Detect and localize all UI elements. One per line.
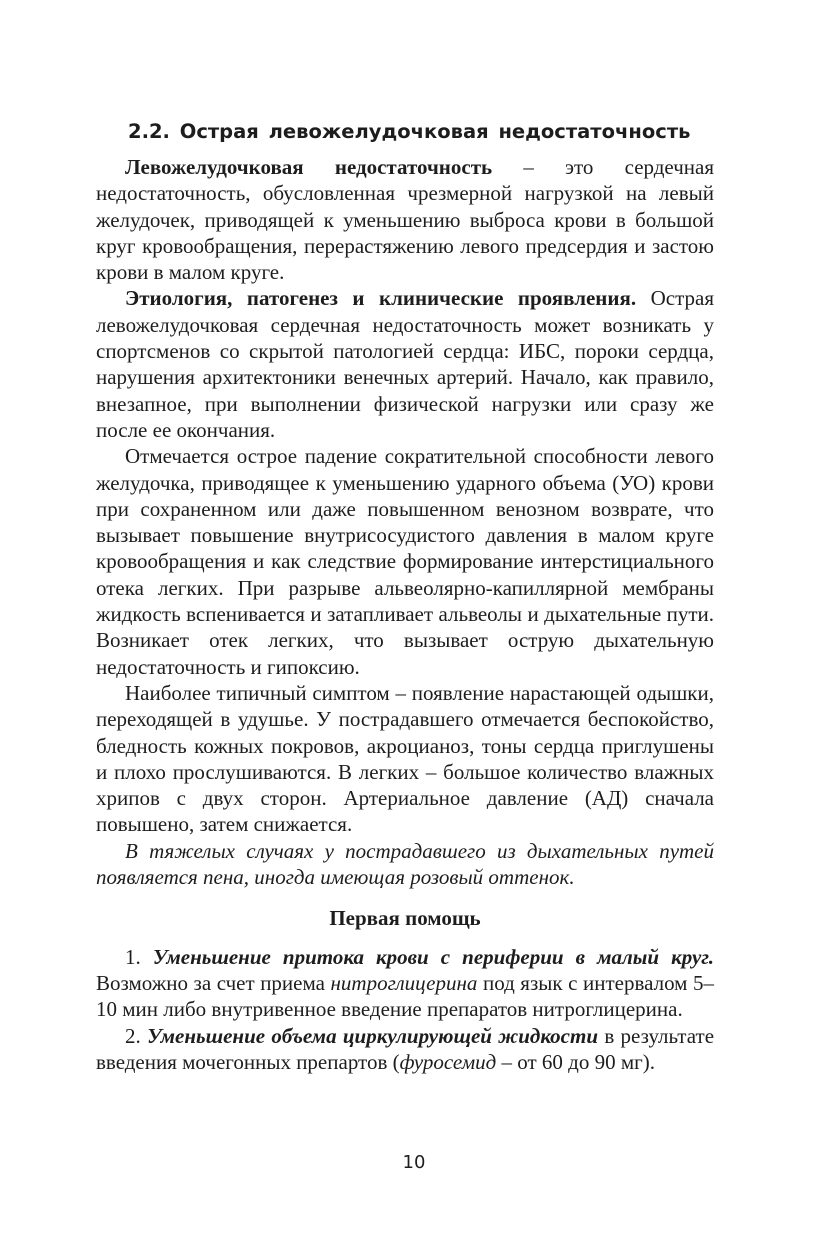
item-text: – от 60 до 90 мг). bbox=[496, 1049, 655, 1074]
subtopic-bold: Этиология, патогенез и клинические проявления. bbox=[125, 286, 637, 311]
body-text bbox=[96, 154, 714, 1075]
page-number: 10 bbox=[402, 1152, 426, 1173]
section-title: 2.2. Острая левожелудочковая недостаточность bbox=[128, 120, 691, 143]
paragraph-symptoms: Наиболее типичный симптом – появление нарастающей одышки, переходящей в удушье. У пострадавшего отмечается беспокойство, бледность кожных покровов, акроцианоз, тоны сердца приглушены и плохо прослушиваются. В легких – большое количество влажных хрипов с двух сторон. Артериальное давление (АД) сначала повышено, затем снижается. bbox=[96, 680, 714, 837]
first-aid-item-2 bbox=[96, 1023, 714, 1076]
paragraph-severe-cases: В тяжелых случаях у пострадавшего из дыхательных путей появляется пена, иногда имеющая розовый оттенок. bbox=[96, 838, 714, 890]
first-aid-heading: Первая помощь bbox=[329, 906, 481, 931]
paragraph-etiology bbox=[96, 285, 714, 443]
term-bold: Левожелудочковая недостаточность bbox=[125, 155, 493, 179]
item-number: 1. bbox=[125, 944, 153, 969]
paragraph-definition bbox=[96, 154, 714, 285]
paragraph-text: Острая левожелудочковая сердечная недостаточность может возникать у спортсменов со скрытой патологией сердца: ИБС, пороки сердца, нарушения архитектоники венечных артерий. Начало, как правило, внезапное, при выполнении физической нагрузки или сразу же после ее окончания. bbox=[96, 286, 715, 442]
drug-name: нитроглицерина bbox=[330, 970, 478, 995]
paragraph-pathogenesis: Отмечается острое падение сократительной способности левого желудочка, приводящее к уменьшению ударного объема (УО) крови при сохраненном или даже повышенном венозном возврате, что вызывает повышение внутрисосудистого давления в малом круге кровообращения и как следствие формирование интерстициального отека легких. При разрыве альвеолярно-капиллярной мембраны жидкость вспенивается и затапливает альвеолы и дыхательные пути. Возникает отек легких, что вызывает острую дыхательную недостаточность и гипоксию. bbox=[96, 444, 714, 679]
item-text: под язык с интервалом 5–10 мин либо внутривенное введение препаратов нитроглицерина. bbox=[96, 970, 714, 1022]
item-number: 2. bbox=[125, 1023, 148, 1048]
item-text: Возможно за счет приема bbox=[96, 970, 331, 995]
item-lead: Уменьшение объема циркулирующей жидкости bbox=[147, 1023, 599, 1048]
item-text: в результате введения мочегонных препартов ( bbox=[96, 1023, 715, 1074]
drug-name: фуросемид bbox=[399, 1049, 497, 1074]
first-aid-item-1 bbox=[96, 944, 714, 1023]
paragraph-text: – это сердечная недостаточность, обусловленная чрезмерной нагрузкой на левый желудочек, приводящей к уменьшению выброса крови в большой круг кровообращения, перерастяжению левого предсердия и застою крови в малом круге. bbox=[96, 155, 714, 285]
item-lead: Уменьшение притока крови с периферии в малый круг. bbox=[152, 944, 714, 969]
